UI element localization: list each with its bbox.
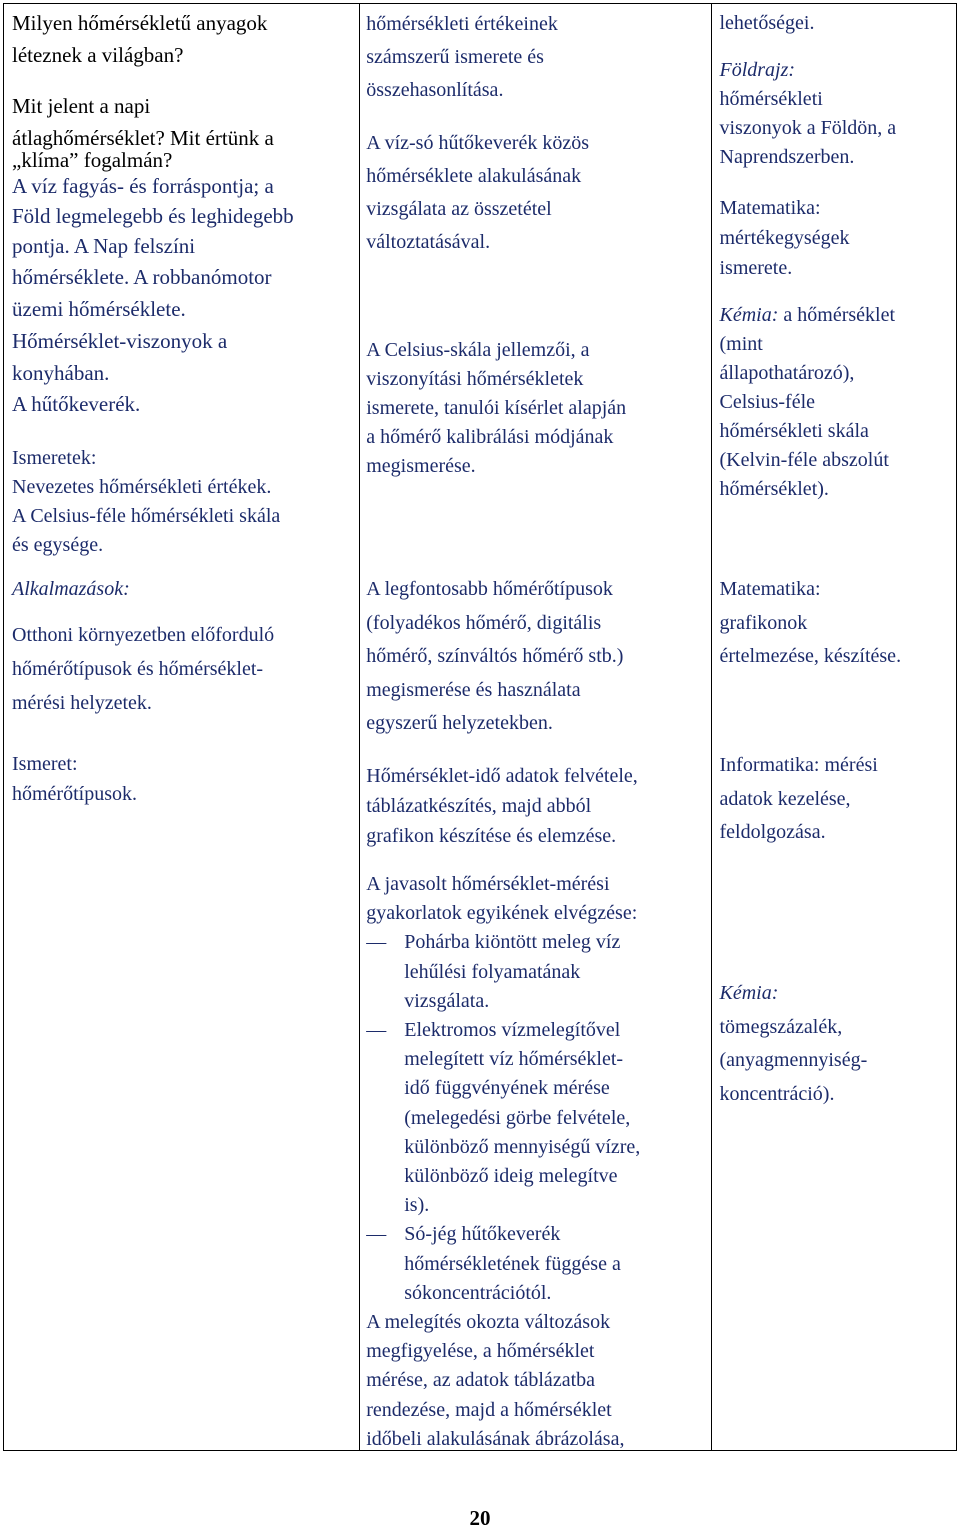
text-line: A víz-só hűtőkeverék közös	[366, 132, 589, 154]
paragraph	[720, 193, 850, 283]
text-line: koncentráció).	[719, 1082, 835, 1105]
text-line: üzemi hőmérséklete.	[12, 296, 186, 321]
text-line: is).	[404, 1194, 430, 1217]
text-line: ismerete.	[719, 257, 793, 279]
text-line: hőmérsékleti értékeinek	[366, 13, 558, 35]
text-line: a hőmérő kalibrálási módjának	[366, 426, 614, 448]
text-line: adatok kezelése,	[719, 787, 851, 810]
text-line: konyhában.	[12, 360, 110, 385]
text-line: hőmérő, színváltós hőmérő stb.)	[366, 645, 624, 667]
text-line: megfigyelése, a hőmérséklet	[366, 1340, 595, 1363]
paragraph	[720, 56, 897, 172]
text-line: grafikonok	[719, 611, 808, 634]
section-heading: Alkalmazások:	[12, 578, 130, 600]
text-line: változtatásával.	[366, 231, 491, 253]
text-line: léteznek a világban?	[12, 42, 184, 67]
text-line: hőmérséklete alakulásának	[366, 165, 582, 187]
text-line: megismerése.	[366, 455, 476, 477]
text-line: hőmérsékleti	[719, 88, 823, 110]
list-item	[366, 1016, 706, 1220]
ismeret-section	[12, 749, 137, 809]
paragraph	[366, 573, 623, 741]
text-line: (mint	[719, 333, 763, 355]
page-number: 20	[469, 1506, 491, 1530]
curriculum-table	[3, 3, 957, 1451]
text-line: összehasonlítása.	[366, 79, 504, 101]
text-line: a hőmérséklet	[778, 304, 896, 326]
connections-column	[712, 4, 957, 1450]
text-line: hőmérséklet).	[719, 478, 829, 500]
subject-label: Informatika:	[719, 754, 820, 776]
text-line: (folyadékos hőmérő, digitális	[366, 611, 602, 634]
text-line: Naprendszerben.	[719, 146, 855, 168]
subject-label: Kémia:	[719, 982, 779, 1004]
text-line: (anyagmennyiség-	[719, 1049, 868, 1071]
paragraph	[366, 127, 589, 259]
text-line: Milyen hőmérsékletű anyagok	[12, 11, 268, 35]
text-line: mértékegységek	[719, 227, 850, 249]
text-line: átlaghőmérséklet? Mit értünk a	[12, 125, 274, 150]
paragraph	[720, 8, 815, 38]
text-line: A hűtőkeverék.	[12, 392, 141, 417]
text-line: Celsius-féle	[719, 391, 816, 413]
text-line: ismerete, tanulói kísérlet alapján	[366, 397, 627, 419]
measurement-list	[366, 928, 706, 1308]
text-line: A Celsius-féle hőmérsékleti skála	[12, 505, 281, 527]
subject-label: Földrajz:	[719, 59, 796, 81]
text-line: viszonyítási hőmérsékletek	[366, 368, 584, 390]
text-line: és egysége.	[12, 534, 104, 556]
text-line: egyszerű helyzetekben.	[366, 712, 553, 734]
text-line: különböző ideig melegítve	[404, 1165, 618, 1188]
text-line: A legfontosabb hőmérőtípusok	[366, 578, 613, 600]
text-line: melegített víz hőmérséklet-	[404, 1048, 624, 1071]
text-line: — Pohárba kiöntött meleg víz	[404, 931, 621, 954]
paragraph	[720, 573, 902, 674]
text-line: vizsgálata az összetétel	[366, 198, 552, 220]
text-line: „klíma” fogalmán?	[12, 148, 173, 172]
section-heading: Ismeret:	[12, 753, 78, 775]
paragraph	[366, 8, 558, 107]
paragraph	[366, 336, 626, 481]
text-line: hőmérőtípusok és hőmérséklet-	[12, 658, 264, 680]
text-line: idő függvényének mérése	[404, 1077, 610, 1100]
text-line: viszonyok a Földön, a	[719, 117, 897, 139]
text-line: sókoncentrációtól.	[404, 1281, 552, 1304]
text-line: mérési helyzetek.	[12, 692, 152, 714]
text-line: hőmérőtípusok.	[12, 783, 137, 805]
text-line: A víz fagyás- és forráspontja; a	[12, 173, 274, 198]
subject-label: Matematika:	[719, 578, 821, 600]
list-item	[366, 928, 706, 1016]
text-line: A Celsius-skála jellemzői, a	[366, 339, 590, 361]
paragraph	[720, 977, 868, 1111]
text-line: értelmezése, készítése.	[719, 645, 902, 667]
text-line: — Só-jég hűtőkeverék	[404, 1223, 561, 1246]
text-line: pontja. A Nap felszíni	[12, 233, 196, 258]
text-line: számszerű ismerete és	[366, 46, 544, 68]
subject-label: Kémia:	[719, 304, 779, 326]
text-line: különböző mennyiségű vízre,	[404, 1135, 641, 1158]
subject-label: Matematika:	[719, 197, 821, 219]
text-line: grafikon készítése és elemzése.	[366, 825, 617, 847]
text-line: Hőmérséklet-idő adatok felvétele,	[366, 765, 638, 787]
section-heading: Ismeretek:	[12, 447, 97, 469]
ismeretek-section	[12, 444, 280, 560]
text-line: mérési	[819, 754, 878, 776]
paragraph	[366, 870, 706, 1454]
activities-column	[360, 4, 711, 1450]
text-line: Nevezetes hőmérsékleti értékek.	[12, 476, 272, 498]
paragraph	[366, 761, 638, 851]
paragraph	[720, 301, 896, 504]
text-line: A melegítés okozta változások	[366, 1311, 611, 1334]
text-line: hőmérséklete. A robbanómotor	[12, 265, 272, 290]
text-line: lehűlési folyamatának	[404, 960, 581, 983]
text-line: Hőmérséklet-viszonyok a	[12, 329, 228, 354]
text-line: tömegszázalék,	[719, 1015, 843, 1038]
text-line: időbeli alakulásának ábrázolása,	[366, 1427, 625, 1450]
text-line: — Elektromos vízmelegítővel	[404, 1019, 621, 1042]
text-line: állapothatározó),	[719, 362, 855, 384]
text-line: hőmérsékletének függése a	[404, 1252, 621, 1275]
text-line: A javasolt hőmérséklet-mérési	[366, 873, 610, 895]
text-line: feldolgozása.	[719, 821, 826, 843]
text-line: mérése, az adatok táblázatba	[366, 1369, 595, 1392]
text-line: rendezése, majd a hőmérséklet	[366, 1398, 612, 1421]
paragraph	[720, 749, 878, 850]
text-line: Mit jelent a napi	[12, 94, 151, 118]
text-line: (Kelvin-féle abszolút	[719, 449, 889, 471]
text-line: vizsgálata.	[404, 989, 490, 1012]
text-line: hőmérsékleti skála	[719, 420, 869, 442]
alkalmazasok-section	[12, 574, 274, 720]
topics-column	[4, 4, 360, 1450]
list-item	[366, 1220, 706, 1308]
text-line: Otthoni környezetben előforduló	[12, 624, 275, 646]
intro-questions	[12, 8, 294, 421]
text-line: Föld legmelegebb és leghidegebb	[12, 204, 294, 229]
text-line: lehetőségei.	[719, 12, 815, 34]
text-line: (melegedési görbe felvétele,	[404, 1106, 631, 1129]
text-line: gyakorlatok egyikének elvégzése:	[366, 902, 638, 925]
text-line: megismerése és használata	[366, 678, 581, 701]
text-line: táblázatkészítés, majd abból	[366, 795, 592, 817]
